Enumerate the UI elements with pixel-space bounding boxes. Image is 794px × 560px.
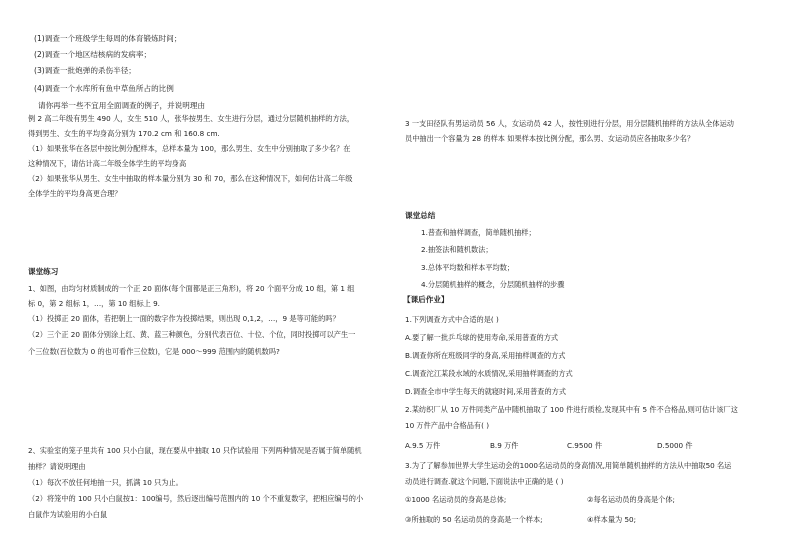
example-2-line: 这种情况下，请估计高二年级全体学生的平均身高	[28, 159, 187, 168]
example-2-line: 例 2 高二年级有男生 490 人，女生 510 人，张华按男生、女生进行分层，通过分层随机抽样的方法，	[28, 114, 355, 123]
example-2-line: （1）如果张华在各层中按比例分配样本，总样本量为 100，那么男生、女生中分别抽取了多少名？在	[28, 144, 351, 153]
practice-1-line: （2）三个正 20 面体分别涂上红、黄、蓝三种颜色，分别代表百位、十位、个位，同时投掷可以产生一	[28, 330, 356, 339]
practice-1-line: 个三位数(百位数为 0 的也可看作三位数)，它是 000～999 范围内的随机数吗?	[28, 347, 280, 356]
homework-3-statement: ②每名运动员的身高是个体;	[587, 495, 675, 504]
summary-item: 2.抽签法和随机数法；	[421, 245, 493, 254]
example-2-line: 得到男生、女生的平均身高分别为 170.2 cm 和 160.8 cm.	[28, 129, 220, 138]
homework-title: 【课后作业】	[403, 295, 449, 304]
question-3-line: 3 一支田径队有男运动员 56 人，女运动员 42 人，按性别进行分层，用分层随机抽样的方法从全体运动	[405, 119, 734, 128]
survey-item: (3)调查一批炮弹的杀伤半径；	[34, 66, 136, 75]
survey-item: (1)调查一个班级学生每周的体育锻炼时间；	[34, 34, 182, 43]
practice-2-line: （1）每次不放任何地抽一只，抓满 10 只为止。	[28, 478, 183, 487]
homework-2-option: D.5000 件	[657, 441, 693, 450]
homework-3-question: 动员进行调查.就这个问题,下面说法中正确的是 ( )	[405, 477, 564, 486]
summary-title: 课堂总结	[405, 211, 436, 220]
homework-2-option: C.9500 件	[567, 441, 603, 450]
practice-2-line: 白鼠作为试验用的小白鼠	[28, 510, 108, 519]
homework-3-question: 3.为了了解参加世界大学生运动会的1000名运动员的身高情况,用简单随机抽样的方法从中抽取50 名运	[405, 461, 732, 470]
homework-1-option: C.调查沱江某段水域的水质情况,采用抽样调查的方式	[405, 369, 573, 378]
homework-2-question: 10 万件产品中合格品有( )	[405, 421, 490, 430]
practice-title: 课堂练习	[28, 267, 59, 276]
summary-item: 4.分层随机抽样的概念，分层随机抽样的步骤	[421, 280, 565, 289]
homework-1-option: D.调查全市中学生每天的就寝时间,采用普查的方式	[405, 387, 567, 396]
question-3-line: 员中抽出一个容量为 28 的样本 如果样本按比例分配，那么男、女运动员应各抽取多少名？	[405, 134, 695, 143]
survey-item: (4)调查一个水库所有鱼中草鱼所占的比例	[34, 84, 174, 93]
homework-1-option: B.调查你所在班级同学的身高,采用抽样调查的方式	[405, 351, 566, 360]
homework-3-statement: ④样本量为 50;	[587, 515, 637, 524]
summary-item: 3.总体平均数和样本平均数；	[421, 263, 515, 272]
survey-item: (2)调查一个地区结核病的发病率；	[34, 50, 152, 59]
example-2-line: 全体学生的平均身高更合理？	[28, 189, 122, 198]
practice-1-line: 1、如图，由均匀材质制成的一个正 20 面体(每个面都是正三角形)，将 20 个面平分成 10 组，第 1 组	[28, 284, 355, 293]
practice-2-line: 2、实验室的笼子里共有 100 只小白鼠，现在要从中抽取 10 只作试验用 下列两种情况是否属于简单随机	[28, 446, 362, 455]
practice-2-line: （2）将笼中的 100 只小白鼠按1：100编号，然后逐出编号范围内的 10 个不重复数字，把相应编号的小	[28, 494, 364, 503]
example-2-line: （2）如果张华从男生、女生中抽取的样本量分别为 30 和 70，那么在这种情况下，如何估计高二年级	[28, 174, 353, 183]
practice-1-line: （1）投掷正 20 面体，若把朝上一面的数字作为投掷结果，则出现 0,1,2，…，9 是等可能的吗？	[28, 314, 340, 323]
homework-3-statement: ③所抽取的 50 名运动员的身高是一个样本;	[405, 515, 543, 524]
homework-2-option: A.9.5 万件	[405, 441, 441, 450]
homework-2-option: B.9 万件	[490, 441, 519, 450]
prompt-text: 请你再举一些不宜用全面调查的例子，并说明理由	[38, 101, 206, 110]
homework-3-statement: ①1000 名运动员的身高是总体;	[405, 495, 507, 504]
homework-1-option: A.要了解一批乒乓球的使用寿命,采用普查的方式	[405, 333, 559, 342]
practice-2-line: 抽样？请说明理由	[28, 462, 86, 471]
summary-item: 1.普查和抽样调查，简单随机抽样；	[421, 228, 536, 237]
homework-1-question: 1.下列调查方式中合适的是( )	[405, 315, 499, 324]
practice-1-line: 标 0，第 2 组标 1，…，第 10 组标上 9.	[28, 299, 160, 308]
homework-2-question: 2.某纺织厂从 10 万件同类产品中随机抽取了 100 件进行质检,发现其中有 5 件不合格品,则可估计该厂这	[405, 405, 738, 414]
